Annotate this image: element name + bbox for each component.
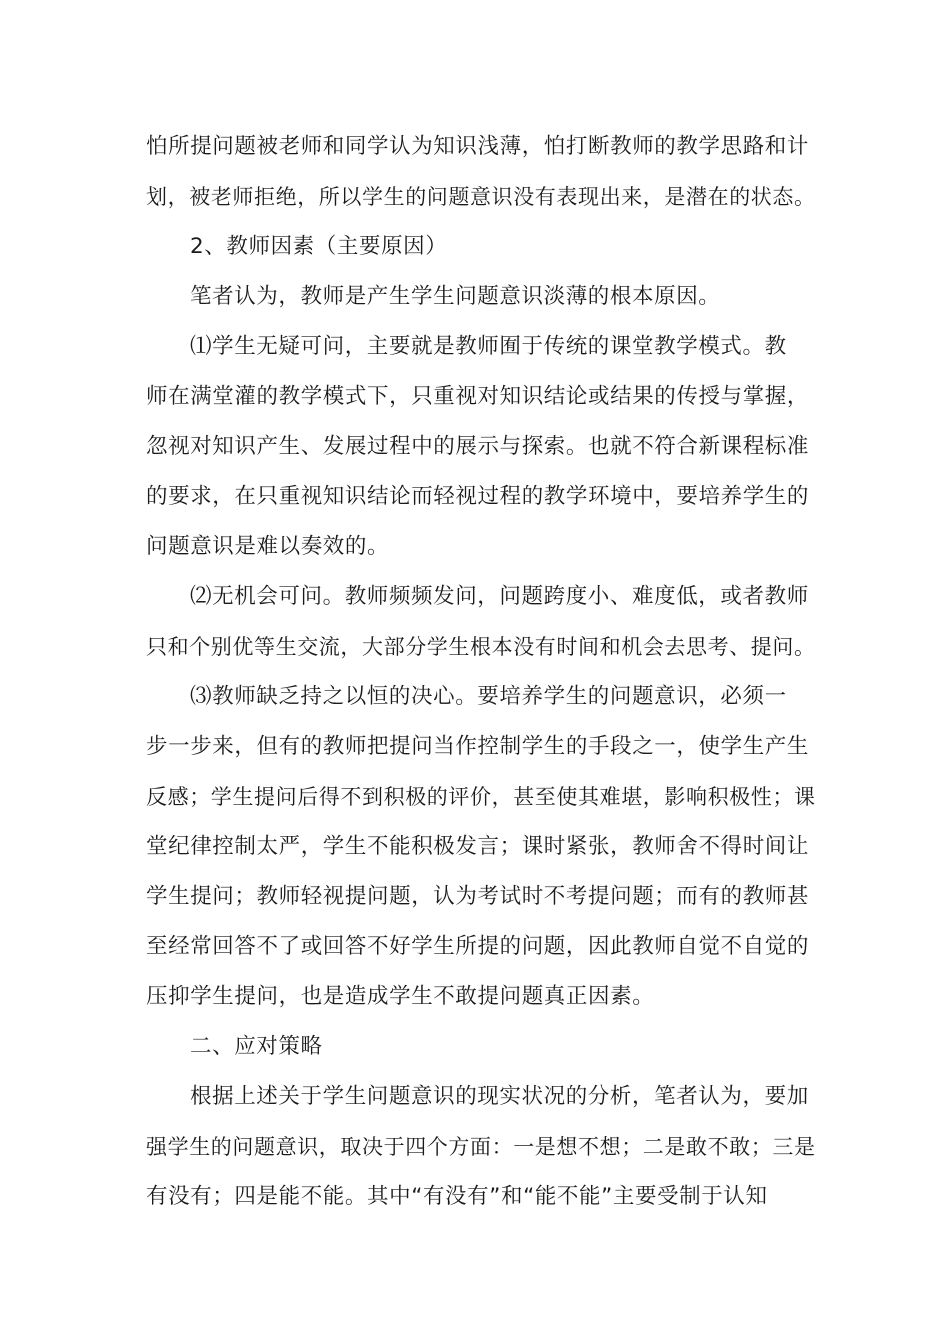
section-heading: 二、应对策略 xyxy=(190,1034,323,1059)
text-line: 至经常回答不了或回答不好学生所提的问题，因此教师自觉不自觉的 xyxy=(146,934,810,959)
text-line: 怕所提问题被老师和同学认为知识浅薄，怕打断教师的教学思路和计 xyxy=(146,134,810,159)
text-line: ⑵无机会可问。教师频频发问，问题跨度小、难度低，或者教师 xyxy=(190,584,809,609)
text-line: 的要求，在只重视知识结论而轻视过程的教学环境中，要培养学生的 xyxy=(146,484,810,509)
text-line: 压抑学生提问，也是造成学生不敢提问题真正因素。 xyxy=(146,984,655,1009)
text-line: 划，被老师拒绝，所以学生的问题意识没有表现出来，是潜在的状态。 xyxy=(146,185,816,209)
text-line: ⑴学生无疑可问，主要就是教师囿于传统的课堂教学模式。教 xyxy=(190,334,787,359)
document-body xyxy=(146,122,816,1222)
text-line: 师在满堂灌的教学模式下，只重视对知识结论或结果的传授与掌握， xyxy=(146,384,810,409)
text-line: 步一步来，但有的教师把提问当作控制学生的手段之一，使学生产生 xyxy=(146,734,810,759)
section-heading: 2、教师因素（主要原因） xyxy=(190,234,448,259)
text-line: 笔者认为，教师是产生学生问题意识淡薄的根本原因。 xyxy=(190,284,721,309)
text-line: 只和个别优等生交流，大部分学生根本没有时间和机会去思考、提问。 xyxy=(146,635,816,659)
text-line: 堂纪律控制太严，学生不能积极发言；课时紧张，教师舍不得时间让 xyxy=(146,834,810,859)
text-line: 学生提问；教师轻视提问题，认为考试时不考提问题；而有的教师甚 xyxy=(146,884,810,909)
text-line: 有没有；四是能不能。其中“有没有”和“能不能”主要受制于认知 xyxy=(146,1184,768,1209)
text-line: 强学生的问题意识，取决于四个方面：一是想不想；二是敢不敢；三是 xyxy=(146,1135,816,1159)
text-line: 忽视对知识产生、发展过程中的展示与探索。也就不符合新课程标准 xyxy=(146,434,810,459)
text-line: 问题意识是难以奏效的。 xyxy=(146,534,390,559)
text-line: ⑶教师缺乏持之以恒的决心。要培养学生的问题意识，必须一 xyxy=(190,684,787,709)
text-line: 根据上述关于学生问题意识的现实状况的分析，笔者认为，要加 xyxy=(190,1084,809,1109)
text-line: 反感；学生提问后得不到积极的评价，甚至使其难堪，影响积极性；课 xyxy=(146,785,816,809)
